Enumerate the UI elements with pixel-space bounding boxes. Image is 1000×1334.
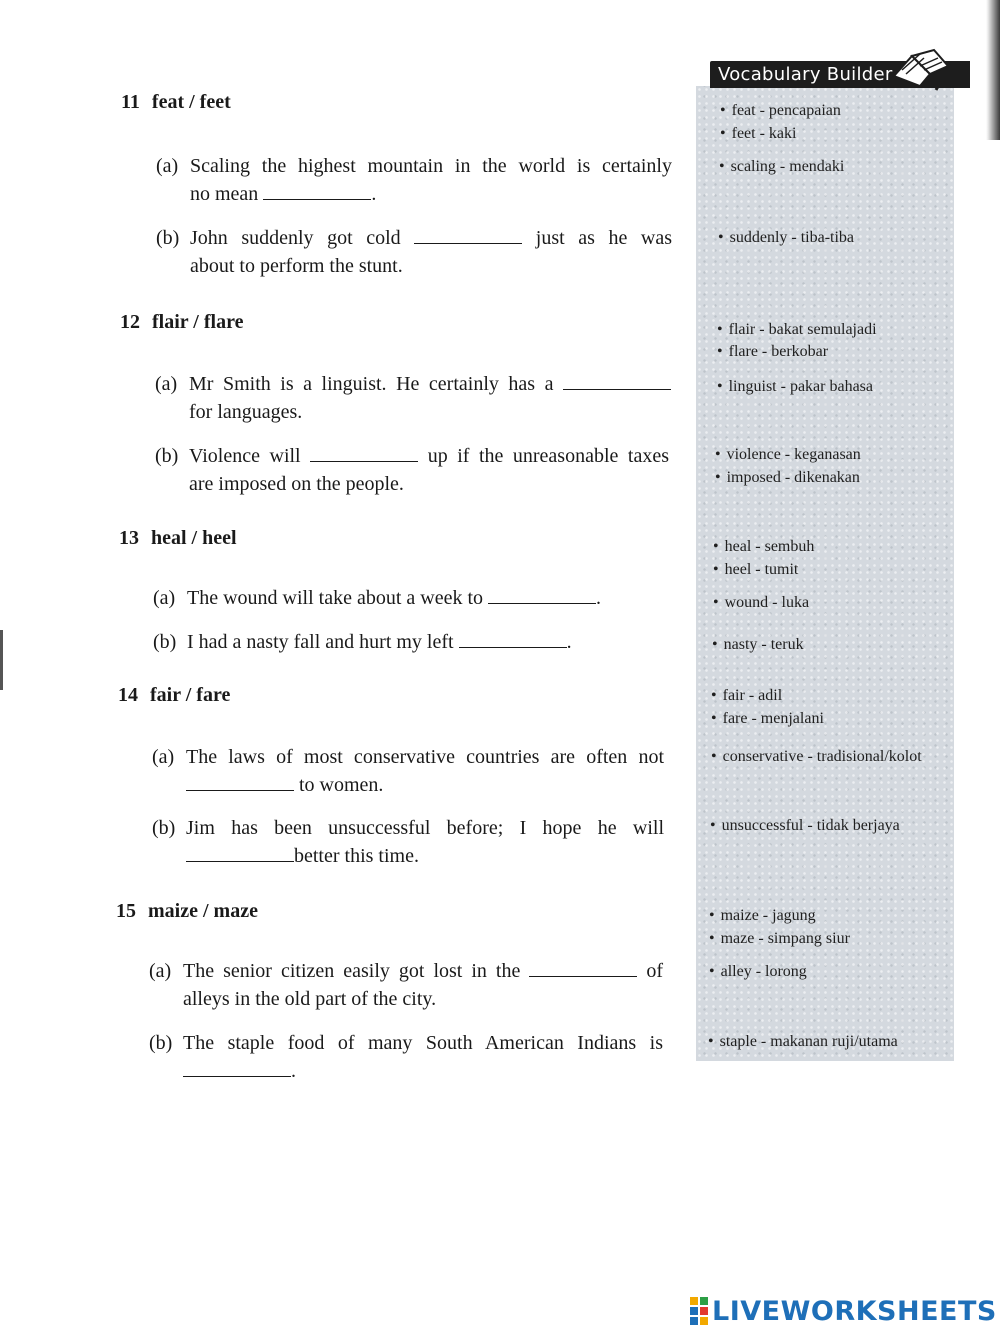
question-sentence	[153, 628, 669, 656]
sentence-text: Violence will	[189, 445, 301, 467]
vocab-item: • linguist - pakar bahasa	[717, 378, 873, 396]
answer-blank[interactable]	[310, 443, 418, 462]
question-heading	[116, 900, 258, 923]
question-words: heal / heel	[151, 527, 237, 549]
vocab-item: • staple - makanan ruji/utama	[708, 1033, 898, 1051]
sentence-text: .	[291, 1060, 296, 1082]
sentence-letter: (b)	[153, 631, 177, 653]
question-heading	[120, 311, 243, 334]
vocab-item: • feat - pencapaian	[720, 102, 841, 120]
sentence-text: better this time.	[294, 845, 419, 867]
sentence-letter: (a)	[152, 746, 175, 768]
vocab-item: • heal - sembuh	[713, 538, 814, 556]
question-number: 15	[116, 900, 136, 922]
sentence-text: .	[566, 631, 572, 653]
sentence-text: .	[596, 587, 602, 609]
question-sentence	[149, 957, 664, 1013]
sentence-text: no mean	[190, 183, 259, 205]
question-sentence	[152, 743, 664, 799]
question-sentence	[156, 152, 672, 208]
sentence-line: for languages.	[189, 401, 303, 423]
question-sentence	[156, 224, 673, 280]
logo-text: LIVEWORKSHEETS	[712, 1295, 997, 1327]
question-number: 14	[118, 684, 138, 706]
vocab-item: • maze - simpang siur	[709, 930, 850, 948]
answer-blank[interactable]	[488, 585, 596, 604]
vocab-item: • wound - luka	[713, 594, 809, 612]
sentence-text: just as he was	[535, 227, 673, 249]
vocab-item: • heel - tumit	[713, 561, 798, 579]
answer-blank[interactable]	[186, 843, 294, 862]
sentence-text: The wound will take about a week to	[187, 587, 484, 609]
open-book-icon	[890, 46, 950, 94]
margin-mark	[0, 630, 3, 690]
logo-squares-icon	[690, 1297, 708, 1325]
sentence-line: Jim has been unsuccessful before; I hope he will	[186, 817, 664, 839]
sentence-line: The laws of most conservative countries are often not	[186, 746, 664, 768]
question-number: 13	[119, 527, 139, 549]
answer-blank[interactable]	[186, 772, 294, 791]
sentence-letter: (b)	[149, 1032, 173, 1054]
sentence-text: John suddenly got cold	[190, 227, 401, 249]
question-words: maize / maze	[148, 900, 258, 922]
question-number: 12	[120, 311, 140, 333]
vocab-item: • flare - berkobar	[717, 343, 828, 361]
question-words: fair / fare	[150, 684, 231, 706]
page-edge-shadow	[986, 0, 1000, 140]
answer-blank[interactable]	[529, 958, 637, 977]
sentence-text: The senior citizen easily got lost in the	[183, 960, 521, 982]
answer-blank[interactable]	[414, 225, 522, 244]
question-sentence	[155, 370, 671, 426]
sentence-letter: (a)	[156, 155, 179, 177]
vocab-item: • violence - keganasan	[715, 446, 861, 464]
answer-blank[interactable]	[563, 371, 671, 390]
vocab-item: • feet - kaki	[720, 125, 796, 143]
sentence-text: up if the unreasonable taxes	[427, 445, 670, 467]
sentence-text: to women.	[299, 774, 384, 796]
vocabulary-header: Vocabulary Builder	[710, 61, 970, 88]
vocab-item: • fare - menjalani	[711, 710, 824, 728]
vocab-item: • imposed - dikenakan	[715, 469, 860, 487]
answer-blank[interactable]	[183, 1058, 291, 1077]
sentence-letter: (b)	[152, 817, 176, 839]
sentence-line: The staple food of many South American Indians is	[183, 1032, 663, 1054]
question-words: feat / feet	[151, 91, 231, 113]
question-sentence	[155, 442, 670, 498]
sentence-letter: (a)	[155, 373, 178, 395]
answer-blank[interactable]	[263, 181, 371, 200]
sentence-letter: (a)	[149, 960, 172, 982]
sentence-letter: (b)	[156, 227, 180, 249]
liveworksheets-logo	[690, 1293, 997, 1329]
vocab-item: • maize - jagung	[709, 907, 816, 925]
vocab-item: • scaling - mendaki	[719, 158, 844, 176]
question-sentence	[152, 814, 664, 870]
sentence-text: of	[646, 960, 664, 982]
question-sentence	[149, 1029, 663, 1085]
answer-blank[interactable]	[459, 629, 567, 648]
sentence-line: Scaling the highest mountain in the world is certainly	[190, 155, 672, 177]
vocab-item: • suddenly - tiba-tiba	[718, 229, 854, 247]
question-words: flair / flare	[152, 311, 244, 333]
sentence-line: are imposed on the people.	[189, 473, 404, 495]
sentence-line: about to perform the stunt.	[190, 255, 403, 277]
sentence-letter: (b)	[155, 445, 179, 467]
sentence-line: alleys in the old part of the city.	[183, 988, 437, 1010]
question-number: 11	[121, 91, 140, 113]
sentence-text: I had a nasty fall and hurt my left	[187, 631, 454, 653]
vocab-item: • nasty - teruk	[712, 636, 804, 654]
sentence-text: Mr Smith is a linguist. He certainly has a	[189, 373, 554, 395]
vocab-item: • unsuccessful - tidak berjaya	[710, 817, 900, 835]
question-heading	[121, 91, 231, 114]
vocab-item: • conservative - tradisional/kolot	[711, 748, 922, 766]
question-heading	[118, 684, 230, 707]
question-sentence	[153, 584, 669, 612]
question-heading	[119, 527, 237, 550]
vocab-item: • flair - bakat semulajadi	[717, 321, 877, 339]
sentence-text: .	[371, 183, 377, 205]
sentence-letter: (a)	[153, 587, 176, 609]
vocab-item: • alley - lorong	[709, 963, 807, 981]
vocab-item: • fair - adil	[711, 687, 782, 705]
